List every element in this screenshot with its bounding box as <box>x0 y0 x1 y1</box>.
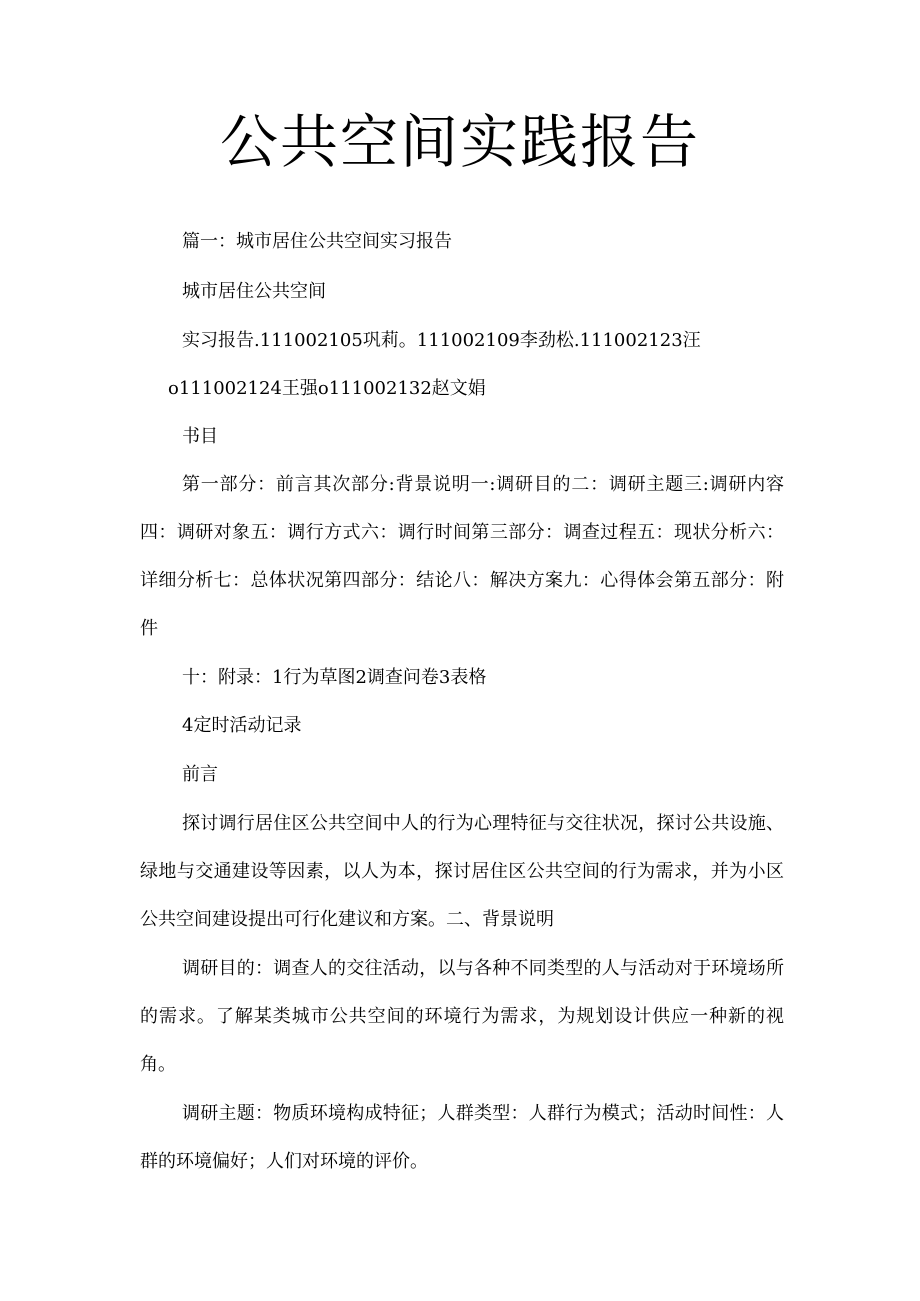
preface-heading: 前言 <box>182 764 218 785</box>
subtitle-line: 城市居住公共空间 <box>182 281 326 302</box>
theme-paragraph: 调研主题：物质环境构成特征；人群类型：人群行为模式；活动时间性：人群的环境偏好；人们对环境的评价。 <box>140 1103 784 1172</box>
authors-line-1: 实习报告.111002105巩莉。111002109李劲松.111002123汪 <box>182 330 701 351</box>
purpose-paragraph: 调研目的：调查人的交往活动，以与各种不同类型的人与活动对于环境场所的需求。了解某类城市公共空间的环境行为需求，为规划设计供应一种新的视角。 <box>140 958 784 1075</box>
authors-line-2: o111002124王强o111002132赵文娟 <box>168 378 486 399</box>
toc-paragraph: 第一部分：前言其次部分:背景说明一:调研目的二：调研主题三:调研内容四：调研对象五：调行方式六：调行时间第三部分：调查过程五：现状分析六：详细分析七：总体状况第四部分：结论八：解决方案九：心得体会第五部分：附件 <box>140 474 784 639</box>
preface-paragraph: 探讨调行居住区公共空间中人的行为心理特征与交往状况，探讨公共设施、绿地与交通建设等因素，以人为本，探讨居住区公共空间的行为需求，并为小区公共空间建设提出可行化建议和方案。二、背景说明 <box>140 813 784 930</box>
toc-heading: 书目 <box>182 426 218 447</box>
appendix-line: 十：附录：1行为草图2调查问卷3表格 <box>182 667 487 688</box>
section-heading: 篇一：城市居住公共空间实习报告 <box>182 231 452 252</box>
document-title: 公共空间实践报告 <box>219 108 700 176</box>
appendix-line-2: 4定时活动记录 <box>182 715 302 736</box>
